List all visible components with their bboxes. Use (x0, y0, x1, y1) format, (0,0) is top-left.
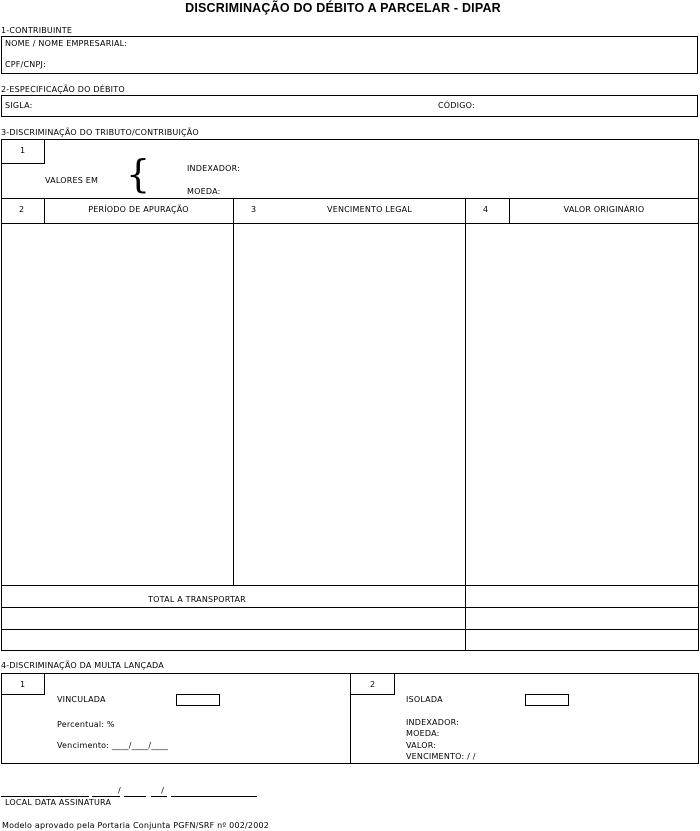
name-label: NOME / NOME EMPRESARIAL: (5, 39, 128, 48)
multa-valor-label: VALOR: (406, 741, 437, 750)
col4-label: VALOR ORIGINÁRIO (563, 205, 645, 214)
total-label: TOTAL A TRANSPORTAR (148, 595, 246, 604)
signature-line (171, 796, 257, 797)
brace-icon: { (126, 152, 151, 196)
col2-label: PERÍODO DE APURAÇÃO (88, 205, 189, 214)
col2-number: 2 (19, 205, 25, 214)
codigo-label: CÓDIGO: (438, 101, 475, 110)
section2-heading: 2-ESPECIFICAÇÃO DO DÉBITO (1, 85, 125, 94)
col-divider-3 (465, 198, 466, 651)
isolada-checkbox[interactable] (525, 694, 569, 706)
percentual-label: Percentual: % (57, 720, 115, 729)
isolada-label: ISOLADA (406, 695, 443, 704)
day-line (92, 796, 120, 797)
model-note: Modelo aprovado pela Portaria Conjunta PGFN/SRF nº 002/2002 (2, 821, 270, 830)
multa-box1-number: 1 (20, 680, 26, 689)
sigla-label: SIGLA: (5, 101, 33, 110)
tributo-table (1, 139, 699, 651)
box1-number: 1 (20, 146, 26, 155)
multa-vencimento-label: VENCIMENTO: / / (406, 752, 476, 761)
valores-em-label: VALORES EM (45, 176, 99, 185)
signature-caption: LOCAL DATA ASSINATURA (5, 798, 112, 807)
vinculada-label: VINCULADA (57, 695, 106, 704)
indexador-label: INDEXADOR: (187, 164, 240, 173)
total-top-line (1, 585, 699, 586)
col3-label: VENCIMENTO LEGAL (327, 205, 412, 214)
col4-number: 4 (483, 205, 489, 214)
form-title: DISCRIMINAÇÃO DO DÉBITO A PARCELAR - DIPAR (185, 1, 501, 15)
multa-box2-number: 2 (370, 680, 376, 689)
multa-indexador-label: INDEXADOR: (406, 718, 459, 727)
date-slashes: / / (118, 786, 183, 795)
section1-heading: 1-CONTRIBUINTE (1, 26, 73, 35)
multa-moeda-label: MOEDA: (406, 729, 440, 738)
month-line (124, 796, 146, 797)
year-line (151, 796, 167, 797)
section4-heading: 4-DISCRIMINAÇÃO DA MULTA LANÇADA (1, 661, 164, 670)
especificacao-box (1, 95, 698, 117)
moeda-label: MOEDA: (187, 187, 221, 196)
vinculada-checkbox[interactable] (176, 694, 220, 706)
header-bottom-line (1, 223, 699, 224)
total-bottom-line (1, 607, 699, 608)
extra-row-line (1, 629, 699, 630)
cpf-label: CPF/CNPJ: (5, 60, 46, 69)
local-line (1, 796, 89, 797)
vencimento-label: Vencimento: ____/____/____ (57, 741, 169, 750)
col3-number: 3 (251, 205, 257, 214)
section3-heading: 3-DISCRIMINAÇÃO DO TRIBUTO/CONTRIBUIÇÃO (1, 128, 199, 137)
header-top-line (1, 198, 699, 199)
col-divider-2 (233, 198, 234, 585)
